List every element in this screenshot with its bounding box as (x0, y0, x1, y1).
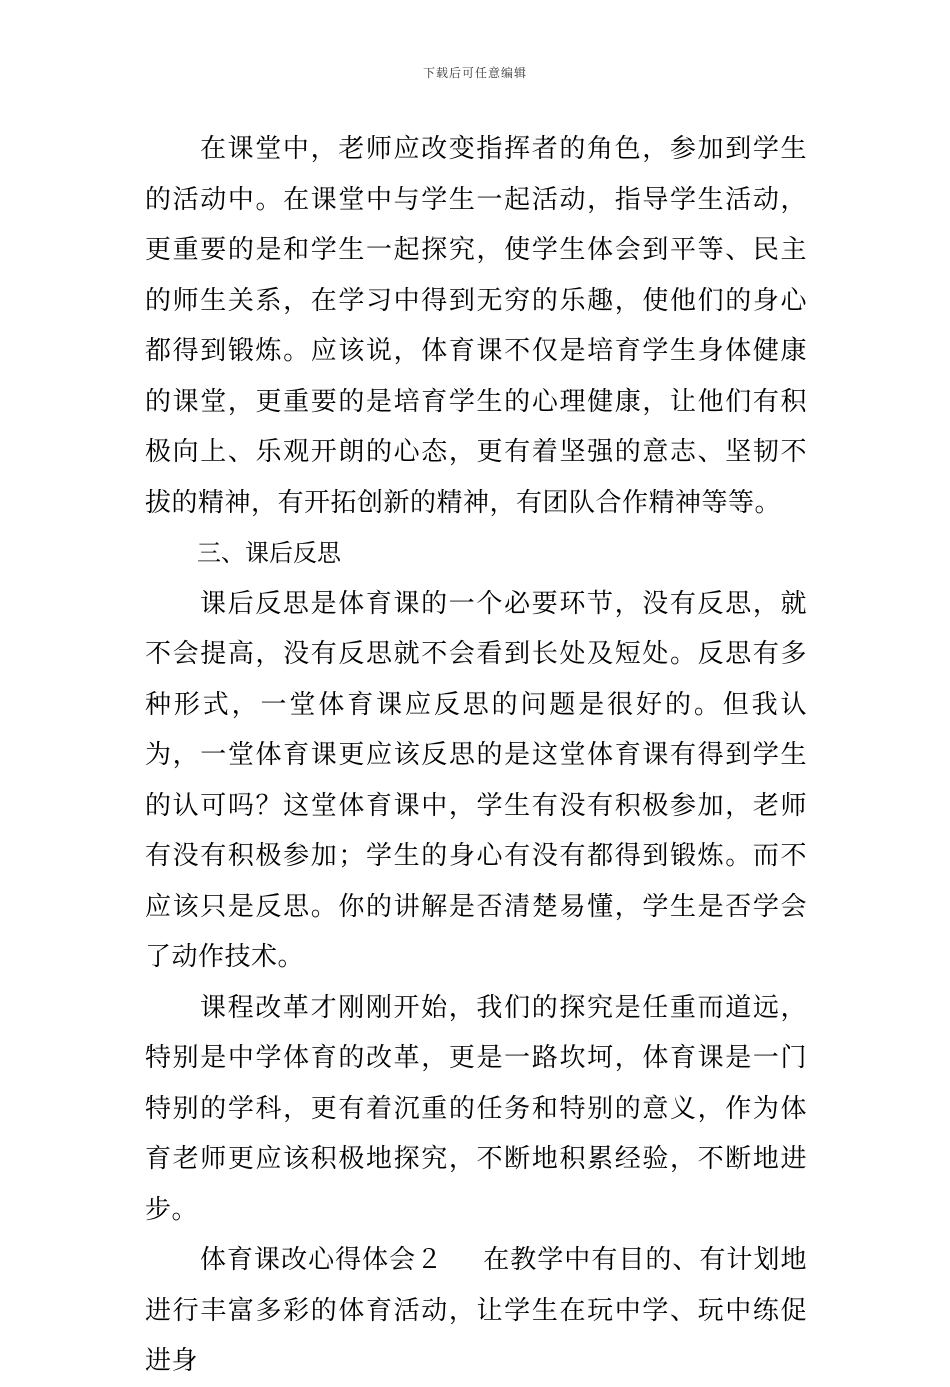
paragraph-curriculum-reform: 课程改革才刚刚开始，我们的探究是任重而道远，特别是中学体育的改革，更是一路坎坷，体育课是一门特别的学科，更有着沉重的任务和特别的意义，作为体育老师更应该积极地探究，不断地积累经验，不断地进步。 (145, 992, 807, 1225)
paragraph-section-2 (145, 1235, 807, 1387)
header-note: 下载后可任意编辑 (422, 66, 527, 80)
paragraph-reflection: 课后反思是体育课的一个必要环节，没有反思，就不会提高，没有反思就不会看到长处及短处。反思有多种形式，一堂体育课应反思的问题是很好的。但我认为，一堂体育课更应该反思的是这堂体育课有得到学生的认可吗？这堂体育课中，学生有没有积极参加，老师有没有积极参加；学生的身心有没有都得到锻炼。而不应该只是反思。你的讲解是否清楚易懂，学生是否学会了动作技术。 (145, 588, 807, 972)
document-body (145, 124, 807, 1387)
section-2-title: 体育课改心得体会２ (200, 1245, 444, 1275)
section-2-text: 在教学中有目的、有计划地进行丰富多彩的体育活动，让学生在玩中学、玩中练促进身 (145, 1245, 807, 1376)
section-heading-reflection: 三、课后反思 (197, 539, 341, 567)
paragraph-classroom-role: 在课堂中，老师应改变指挥者的角色，参加到学生的活动中。在课堂中与学生一起活动，指导学生活动，更重要的是和学生一起探究，使学生体会到平等、民主的师生关系，在学习中得到无穷的乐趣，使他们的身心都得到锻炼。应该说，体育课不仅是培育学生身体健康的课堂，更重要的是培育学生的心理健康，让他们有积极向上、乐观开朗的心态，更有着坚强的意志、坚韧不拔的精神，有开拓创新的精神，有团队合作精神等等。 (145, 134, 807, 518)
